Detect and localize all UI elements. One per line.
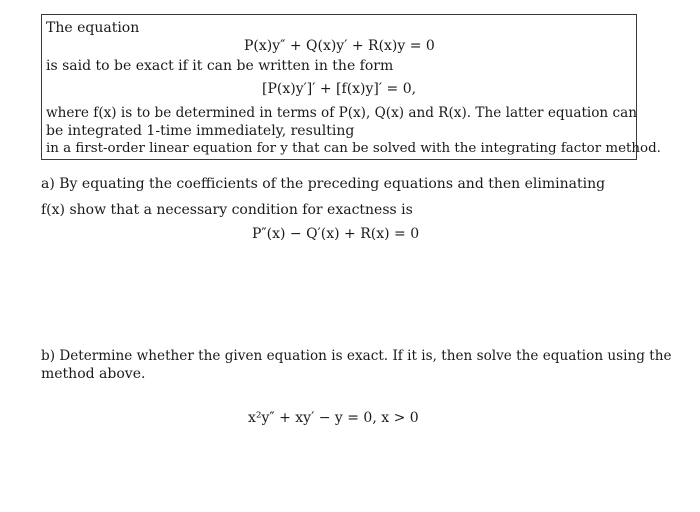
part-b-question-line-2: method above.: [41, 366, 146, 382]
definition-text-where: where f(x) is to be determined in terms of P(x), Q(x) and R(x). The latter equation can: [46, 105, 637, 121]
part-b-question-line-1: b) Determine whether the given equation is exact. If it is, then solve the equation using the: [41, 348, 672, 364]
exact-definition-text: is said to be exact if it can be written in the form: [46, 58, 394, 74]
part-a-question-line-1: a) By equating the coefficients of the preceding equations and then eliminating: [41, 176, 606, 192]
general-second-order-equation: P(x)y″ + Q(x)y′ + R(x)y = 0: [244, 38, 435, 54]
given-differential-equation: x²y″ + xy′ − y = 0, x > 0: [248, 410, 419, 426]
part-a-question-line-2: f(x) show that a necessary condition for exactness is: [41, 202, 413, 218]
definition-text-integrated: be integrated 1-time immediately, resulting: [46, 123, 355, 139]
exactness-condition-equation: P″(x) − Q′(x) + R(x) = 0: [252, 226, 420, 242]
definition-intro: The equation: [46, 20, 140, 36]
exact-form-equation: [P(x)y′]′ + [f(x)y]′ = 0,: [262, 81, 417, 97]
definition-text-first-order: in a first-order linear equation for y that can be solved with the integrating factor method.: [46, 141, 661, 156]
